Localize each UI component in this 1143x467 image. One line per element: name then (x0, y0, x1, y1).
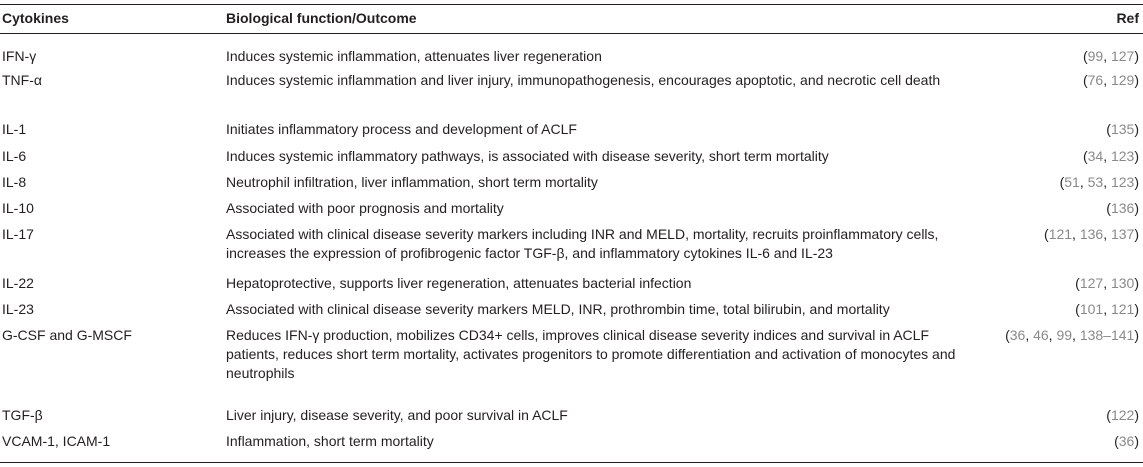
ref-open-paren: ( (1106, 200, 1111, 216)
cytokine-cell: IL-6 (2, 148, 27, 164)
ref-link[interactable]: 99 (1056, 327, 1073, 343)
cytokine-cell: IFN-γ (2, 48, 37, 64)
ref-open-paren: ( (1044, 226, 1049, 242)
function-cell: Associated with clinical disease severity markers MELD, INR, prothrombin time, total bilirubin, and mortality (226, 301, 890, 317)
ref-close-paren: ) (1134, 433, 1139, 449)
ref-open-paren: ( (1106, 407, 1111, 423)
ref-link[interactable]: 137 (1110, 226, 1135, 242)
header-function: Biological function/Outcome (226, 10, 417, 26)
function-cell: Induces systemic inflammation, attenuates liver regeneration (226, 48, 602, 64)
ref-open-paren: ( (1106, 121, 1111, 137)
ref-separator: , (1103, 72, 1111, 88)
function-cell: Associated with clinical disease severity markers including INR and MELD, mortality, recruits proinflammatory cells, increases the expression of profibrogenic factor TGF-β, and inflammatory cytokines IL-6 and IL-23 (226, 226, 939, 261)
ref-separator: , (1079, 174, 1088, 190)
ref-cell (989, 71, 1139, 90)
ref-open-paren: ( (1114, 433, 1119, 449)
ref-link[interactable]: 123 (1110, 174, 1135, 190)
cytokine-cell: VCAM-1, ICAM-1 (2, 433, 111, 449)
cytokine-cell: IL-17 (2, 226, 34, 242)
ref-separator: , (1072, 327, 1080, 343)
function-cell: Neutrophil infiltration, liver inflammation, short term mortality (226, 174, 598, 190)
table-header-rule (0, 33, 1143, 34)
ref-link[interactable]: 127 (1079, 275, 1104, 291)
ref-open-paren: ( (1075, 301, 1080, 317)
ref-cell (989, 199, 1139, 218)
ref-cell (989, 225, 1139, 244)
ref-separator: , (1103, 174, 1111, 190)
function-cell: Induces systemic inflammation and liver injury, immunopathogenesis, encourages apoptotic, and necrotic cell death (226, 72, 941, 88)
ref-close-paren: ) (1134, 407, 1139, 423)
cytokine-cell: IL-8 (2, 174, 27, 190)
function-cell: Liver injury, disease severity, and poor survival in ACLF (226, 407, 568, 423)
ref-close-paren: ) (1134, 226, 1139, 242)
function-cell: Induces systemic inflammatory pathways, is associated with disease severity, short term mortality (226, 148, 829, 164)
ref-link[interactable]: 51 (1064, 174, 1080, 190)
cytokine-cell: IL-23 (2, 301, 34, 317)
ref-cell (989, 120, 1139, 139)
ref-separator: , (1103, 48, 1111, 64)
ref-link[interactable]: 123 (1110, 148, 1135, 164)
ref-cell (989, 326, 1139, 345)
function-cell: Associated with poor prognosis and mortality (226, 200, 504, 216)
ref-cell (989, 47, 1139, 66)
ref-link[interactable]: 36 (1009, 327, 1026, 343)
table-bottom-rule (0, 462, 1143, 463)
ref-link[interactable]: 76 (1087, 72, 1104, 88)
ref-link[interactable]: 127 (1110, 48, 1135, 64)
ref-open-paren: ( (1059, 174, 1065, 190)
ref-link[interactable]: 53 (1087, 174, 1104, 190)
cytokine-cell: G-CSF and G-MSCF (2, 327, 132, 343)
ref-link[interactable]: 99 (1087, 48, 1104, 64)
cytokine-cell: IL-1 (2, 121, 27, 137)
function-cell: Initiates inflammatory process and development of ACLF (226, 121, 577, 137)
ref-open-paren: ( (1005, 327, 1010, 343)
ref-open-paren: ( (1082, 148, 1088, 164)
ref-cell (989, 173, 1139, 192)
ref-link[interactable]: 34 (1087, 148, 1104, 164)
ref-separator: , (1103, 275, 1111, 291)
ref-link[interactable]: 36 (1118, 433, 1135, 449)
ref-cell (989, 147, 1139, 166)
ref-link[interactable]: 130 (1110, 275, 1135, 291)
header-cytokines: Cytokines (2, 10, 69, 26)
cytokine-cell: TGF-β (2, 407, 43, 423)
ref-open-paren: ( (1082, 72, 1088, 88)
ref-close-paren: ) (1134, 327, 1139, 343)
header-ref: Ref (1116, 10, 1139, 26)
ref-close-paren: ) (1134, 200, 1139, 216)
ref-link[interactable]: 101 (1079, 301, 1104, 317)
ref-close-paren: ) (1134, 148, 1139, 164)
ref-link[interactable]: 46 (1033, 327, 1049, 343)
ref-separator: , (1103, 301, 1111, 317)
ref-close-paren: ) (1134, 301, 1139, 317)
ref-separator: , (1048, 327, 1057, 343)
ref-separator: , (1072, 226, 1080, 242)
ref-link[interactable]: 135 (1110, 121, 1135, 137)
ref-link[interactable]: 138–141 (1079, 327, 1135, 343)
ref-cell (989, 432, 1139, 451)
ref-cell (989, 406, 1139, 425)
cytokine-cell: TNF-α (2, 72, 42, 88)
ref-cell (989, 274, 1139, 293)
ref-link[interactable]: 136 (1079, 226, 1104, 242)
ref-link[interactable]: 121 (1110, 301, 1135, 317)
ref-close-paren: ) (1134, 174, 1139, 190)
ref-separator: , (1103, 148, 1111, 164)
ref-separator: , (1103, 226, 1111, 242)
function-cell: Hepatoprotective, supports liver regeneration, attenuates bacterial infection (226, 275, 692, 291)
table-top-rule (0, 4, 1143, 5)
ref-open-paren: ( (1082, 48, 1088, 64)
ref-cell (989, 300, 1139, 319)
ref-close-paren: ) (1134, 275, 1139, 291)
ref-close-paren: ) (1134, 72, 1139, 88)
cytokine-cell: IL-22 (2, 275, 34, 291)
ref-link[interactable]: 129 (1110, 72, 1135, 88)
ref-close-paren: ) (1134, 121, 1139, 137)
cytokine-cell: IL-10 (2, 200, 34, 216)
ref-link[interactable]: 121 (1048, 226, 1073, 242)
ref-link[interactable]: 122 (1110, 407, 1135, 423)
ref-separator: , (1025, 327, 1034, 343)
ref-close-paren: ) (1134, 48, 1139, 64)
ref-open-paren: ( (1075, 275, 1080, 291)
ref-link[interactable]: 136 (1110, 200, 1135, 216)
function-cell: Inflammation, short term mortality (226, 433, 434, 449)
function-cell: Reduces IFN-γ production, mobilizes CD34+ cells, improves clinical disease severity indices and survival in ACLF patients, reduces short term mortality, activates progenitors to promote differentiation and activation of monocytes and neutrophils (226, 327, 956, 381)
